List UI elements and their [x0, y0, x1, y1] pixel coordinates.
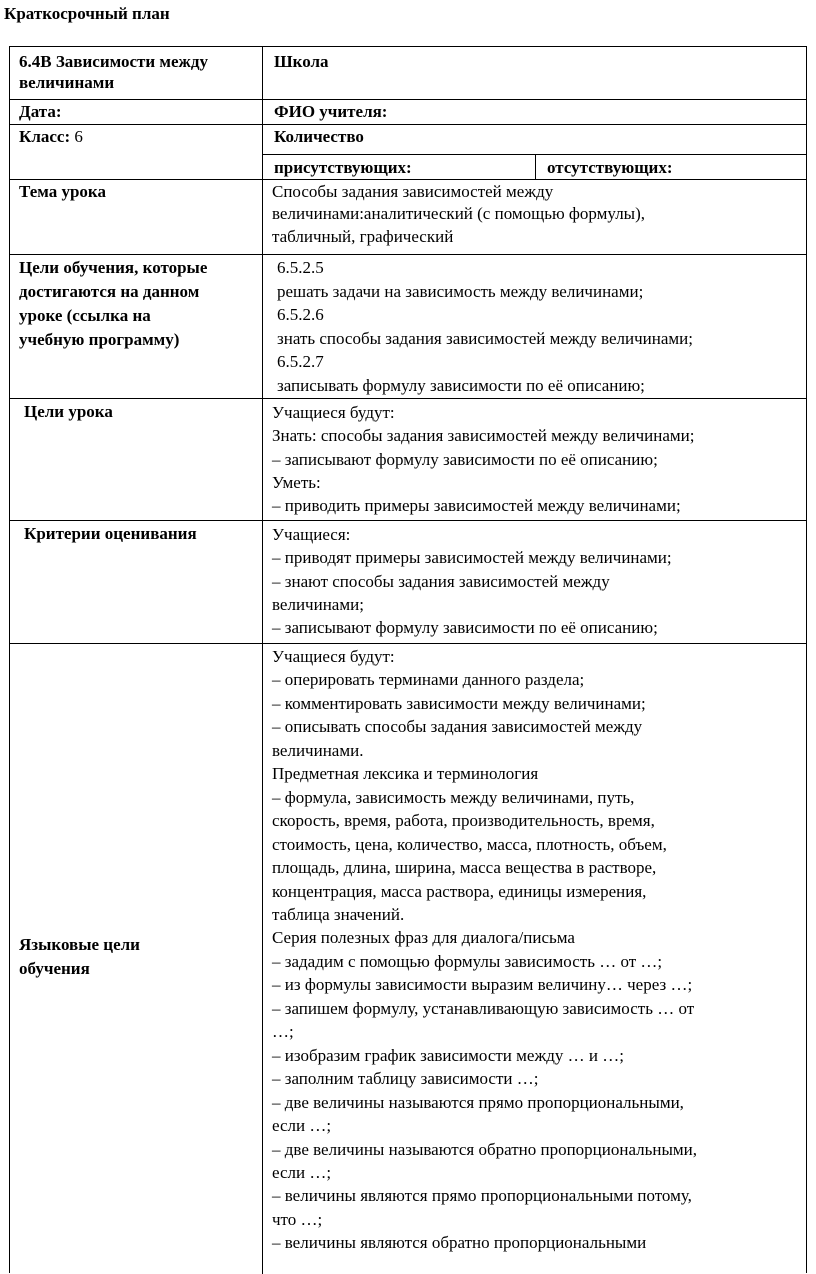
text-line: – приводят примеры зависимостей между величинами; [272, 548, 672, 568]
text-line: Учащиеся будут: [272, 403, 395, 422]
class-cell [19, 126, 83, 148]
present-label: присутствующих: [274, 158, 412, 177]
language-goals-label [19, 933, 140, 980]
text-line: – знают способы задания зависимостей между [272, 571, 610, 591]
text-line: Учащиеся: [272, 525, 351, 544]
topic-label: Тема урока [19, 182, 106, 201]
topic-text [272, 181, 645, 248]
column-divider [535, 154, 536, 179]
text-line: – величины являются прямо пропорциональными потому, [272, 1186, 692, 1206]
text-line: концентрация, масса раствора, единицы измерения, [272, 881, 647, 901]
text-line: Серия полезных фраз для диалога/письма [272, 928, 575, 948]
text-line: …; [272, 1022, 294, 1042]
label-line: Языковые цели [19, 935, 140, 954]
text-line: – комментировать зависимости между величинами; [272, 693, 646, 713]
text-line: решать задачи на зависимость между величинами; [277, 281, 644, 301]
row-divider [10, 520, 806, 521]
text-line: – записывают формулу зависимости по её описанию; [272, 449, 658, 469]
row-divider [10, 398, 806, 399]
text-line: – зададим с помощью формулы зависимость … от …; [272, 951, 663, 971]
lesson-plan-table [9, 46, 807, 1273]
lesson-goals-text [272, 401, 694, 517]
text-line: Способы задания зависимостей между [272, 182, 554, 201]
text-line: – две величины называются прямо пропорциональными, [272, 1092, 684, 1112]
text-line: скорость, время, работа, производительность, время, [272, 811, 655, 831]
text-line: Предметная лексика и терминология [272, 764, 539, 784]
text-line: Уметь: [272, 472, 321, 492]
row-divider [10, 643, 806, 644]
text-line: – заполним таблицу зависимости …; [272, 1069, 539, 1089]
row-divider [10, 254, 806, 255]
text-line: если …; [272, 1116, 332, 1136]
row-divider [10, 124, 806, 125]
text-line: – изобразим график зависимости между … и …; [272, 1045, 624, 1065]
text-line: – формула, зависимость между величинами, путь, [272, 787, 635, 807]
text-line: стоимость, цена, количество, масса, плотность, объем, [272, 834, 667, 854]
text-line: – записывают формулу зависимости по её описанию; [272, 618, 658, 638]
text-line: записывать формулу зависимости по её описанию; [277, 375, 645, 395]
text-line: величинами. [272, 740, 364, 760]
text-line: 6.5.2.7 [277, 352, 324, 372]
text-line: – запишем формулу, устанавливающую зависимость … от [272, 998, 695, 1018]
text-line: площадь, длина, ширина, масса вещества в растворе, [272, 858, 657, 878]
label-line: Цели обучения, которые [19, 258, 208, 277]
text-line: что …; [272, 1209, 323, 1229]
language-goals-text [272, 645, 697, 1255]
label-line: уроке (ссылка на [19, 306, 151, 325]
objectives-text [277, 256, 693, 398]
text-line: 6.5.2.5 [277, 258, 324, 277]
criteria-text [272, 523, 672, 639]
quantity-label: Количество [274, 127, 364, 146]
text-line: – описывать способы задания зависимостей между [272, 717, 643, 737]
text-line: Знать: способы задания зависимостей между величинами; [272, 426, 695, 446]
column-divider [262, 47, 263, 1274]
text-line: – приводить примеры зависимостей между величинами; [272, 496, 681, 516]
unit-label: 6.4В Зависимости между величинами [19, 52, 208, 92]
text-line: табличный, графический [272, 226, 454, 246]
text-line: таблица значений. [272, 904, 405, 924]
text-line: величинами:аналитический (с помощью формулы), [272, 204, 646, 224]
date-label: Дата: [19, 102, 62, 121]
text-line: если …; [272, 1162, 332, 1182]
text-line: – из формулы зависимости выразим величину… через …; [272, 975, 693, 995]
text-line: – оперировать терминами данного раздела; [272, 670, 585, 690]
criteria-label: Критерии оценивания [24, 524, 197, 543]
text-line: 6.5.2.6 [277, 305, 324, 325]
class-value: 6 [70, 127, 83, 146]
label-line: достигаются на данном [19, 282, 200, 301]
teacher-label: ФИО учителя: [274, 102, 388, 121]
class-label: Класс: [19, 127, 71, 146]
text-line: – две величины называются обратно пропорциональными, [272, 1139, 698, 1159]
page-title: Краткосрочный план [4, 4, 170, 23]
absent-label: отсутствующих: [547, 158, 673, 177]
text-line: величинами; [272, 594, 364, 614]
objectives-label [19, 256, 207, 352]
label-line: учебную программу) [19, 330, 180, 349]
school-label: Школа [274, 52, 329, 71]
text-line: Учащиеся будут: [272, 647, 395, 666]
text-line: – величины являются обратно пропорциональными [272, 1233, 647, 1253]
label-line: обучения [19, 958, 90, 978]
lesson-goals-label: Цели урока [24, 402, 113, 421]
row-divider [10, 99, 806, 100]
text-line: знать способы задания зависимостей между величинами; [277, 328, 693, 348]
